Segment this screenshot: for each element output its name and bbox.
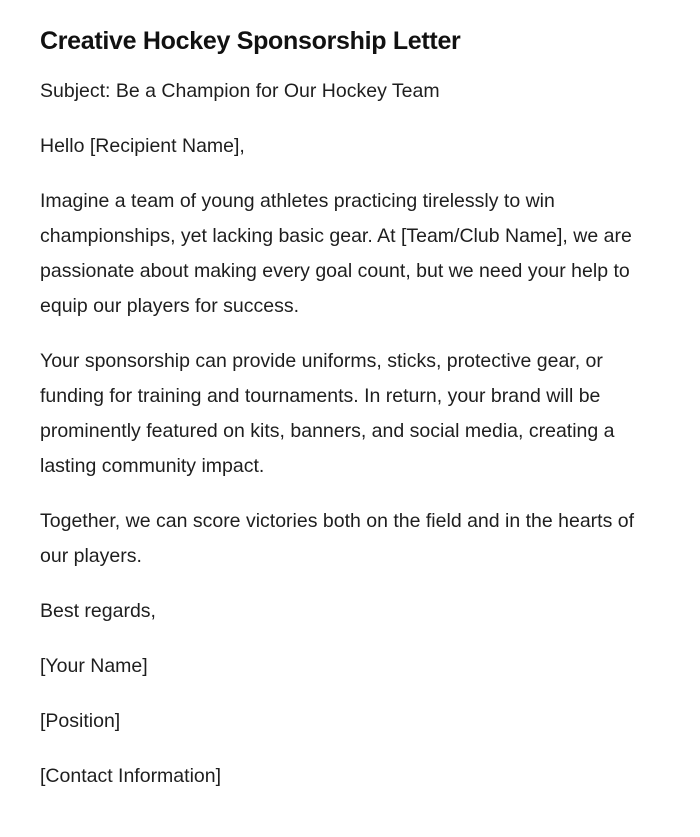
signature-position: [Position] bbox=[40, 710, 121, 732]
letter-subject: Subject: Be a Champion for Our Hockey Team bbox=[40, 80, 440, 102]
letter-title: Creative Hockey Sponsorship Letter bbox=[40, 27, 461, 55]
signature-name: [Your Name] bbox=[40, 655, 148, 677]
letter-paragraph-benefits: Your sponsorship can provide uniforms, sticks, protective gear, or funding for training and tournaments. In return, your brand will be prominently featured on kits, banners, and social media, creating a lasting community impact. bbox=[40, 350, 615, 477]
letter-greeting: Hello [Recipient Name], bbox=[40, 135, 245, 157]
letter-paragraph-intro: Imagine a team of young athletes practicing tirelessly to win championships, yet lacking basic gear. At [Team/Club Name], we are passionate about making every goal count, but we need your help to equip our players for success. bbox=[40, 190, 632, 317]
letter-paragraph-closing: Together, we can score victories both on the field and in the hearts of our players. bbox=[40, 510, 635, 567]
signature-contact: [Contact Information] bbox=[40, 765, 222, 787]
letter-sign-off: Best regards, bbox=[40, 600, 156, 622]
